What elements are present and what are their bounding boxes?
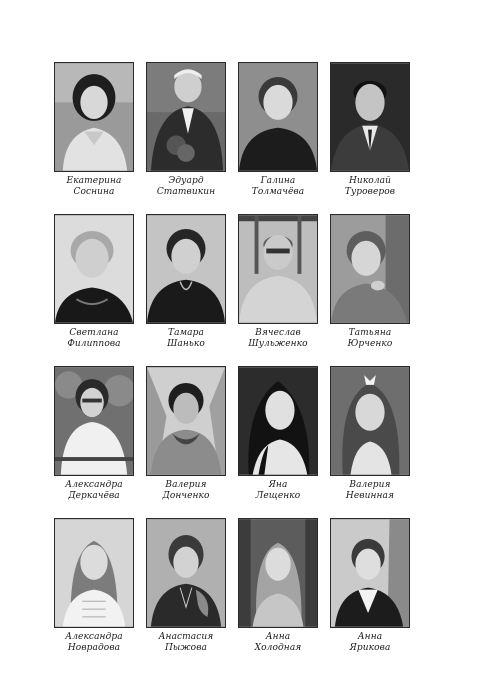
- portrait-image: [55, 215, 133, 323]
- last-name: Пыжова: [164, 643, 208, 653]
- portrait-card: [330, 214, 410, 366]
- first-name: Вячеслав: [255, 328, 301, 338]
- portrait-image: [331, 519, 409, 627]
- portrait-photo: [146, 366, 226, 476]
- portrait-card: [146, 62, 226, 214]
- portrait-photo: [54, 214, 134, 324]
- portrait-photo: [146, 518, 226, 628]
- person-name: [238, 632, 318, 654]
- first-name: Тамара: [168, 328, 204, 338]
- portrait-photo: [238, 366, 318, 476]
- first-name: Эдуард: [168, 176, 204, 186]
- person-name: [54, 480, 134, 502]
- person-name: [238, 176, 318, 198]
- person-name: [238, 480, 318, 502]
- portrait-card: [54, 518, 134, 670]
- portrait-card: [330, 518, 410, 670]
- last-name: Толмачёва: [251, 187, 305, 197]
- last-name: Соснина: [73, 187, 115, 197]
- person-name: [146, 480, 226, 502]
- first-name: Анна: [357, 632, 383, 642]
- first-name: Галина: [260, 176, 296, 186]
- person-name: [146, 328, 226, 350]
- person-name: [146, 632, 226, 654]
- portrait-card: [146, 214, 226, 366]
- last-name: Лещенко: [255, 491, 301, 501]
- portrait-image: [331, 367, 409, 475]
- portrait-card: [238, 214, 318, 366]
- last-name: Холодная: [254, 643, 302, 653]
- last-name: Донченко: [162, 491, 210, 501]
- portrait-card: [330, 366, 410, 518]
- portrait-card: [54, 214, 134, 366]
- portrait-photo: [238, 518, 318, 628]
- portrait-card: [146, 366, 226, 518]
- portrait-image: [55, 519, 133, 627]
- person-name: [54, 328, 134, 350]
- first-name: Анастасия: [158, 632, 214, 642]
- portrait-image: [239, 367, 317, 475]
- last-name: Юрченко: [347, 339, 393, 349]
- portrait-image: [147, 519, 225, 627]
- portrait-photo: [330, 214, 410, 324]
- portrait-photo: [238, 62, 318, 172]
- portrait-photo: [146, 62, 226, 172]
- portrait-card: [330, 62, 410, 214]
- person-name: [238, 328, 318, 350]
- last-name: Филиппова: [67, 339, 121, 349]
- portrait-image: [55, 367, 133, 475]
- person-name: [330, 480, 410, 502]
- portrait-grid: [54, 62, 410, 670]
- portrait-card: [146, 518, 226, 670]
- portrait-photo: [330, 518, 410, 628]
- portrait-image: [239, 215, 317, 323]
- last-name: Шанько: [167, 339, 205, 349]
- portrait-photo: [54, 62, 134, 172]
- first-name: Яна: [268, 480, 288, 490]
- portrait-card: [238, 62, 318, 214]
- portrait-card: [54, 366, 134, 518]
- first-name: Валерия: [165, 480, 207, 490]
- last-name: Туроверов: [344, 187, 396, 197]
- portrait-photo: [330, 366, 410, 476]
- portrait-image: [331, 215, 409, 323]
- last-name: Ярикова: [349, 643, 391, 653]
- person-name: [54, 176, 134, 198]
- first-name: Анна: [265, 632, 291, 642]
- first-name: Александра: [65, 632, 123, 642]
- last-name: Статвикин: [156, 187, 216, 197]
- portrait-image: [55, 63, 133, 171]
- portrait-card: [54, 62, 134, 214]
- portrait-photo: [330, 62, 410, 172]
- portrait-card: [238, 366, 318, 518]
- person-name: [330, 176, 410, 198]
- person-name: [330, 328, 410, 350]
- first-name: Татьяна: [348, 328, 392, 338]
- person-name: [54, 632, 134, 654]
- portrait-image: [331, 63, 409, 171]
- portrait-photo: [54, 518, 134, 628]
- first-name: Александра: [65, 480, 123, 490]
- portrait-card: [238, 518, 318, 670]
- portrait-image: [147, 63, 225, 171]
- portrait-photo: [54, 366, 134, 476]
- last-name: Невинная: [345, 491, 395, 501]
- portrait-image: [239, 63, 317, 171]
- portrait-image: [147, 215, 225, 323]
- last-name: Шульженко: [248, 339, 308, 349]
- person-name: [146, 176, 226, 198]
- portrait-image: [239, 519, 317, 627]
- first-name: Валерия: [349, 480, 391, 490]
- portrait-photo: [146, 214, 226, 324]
- portrait-photo: [238, 214, 318, 324]
- portrait-image: [147, 367, 225, 475]
- first-name: Светлана: [69, 328, 119, 338]
- last-name: Новрадова: [67, 643, 121, 653]
- first-name: Николай: [348, 176, 392, 186]
- person-name: [330, 632, 410, 654]
- first-name: Екатерина: [66, 176, 122, 186]
- last-name: Деркачёва: [68, 491, 120, 501]
